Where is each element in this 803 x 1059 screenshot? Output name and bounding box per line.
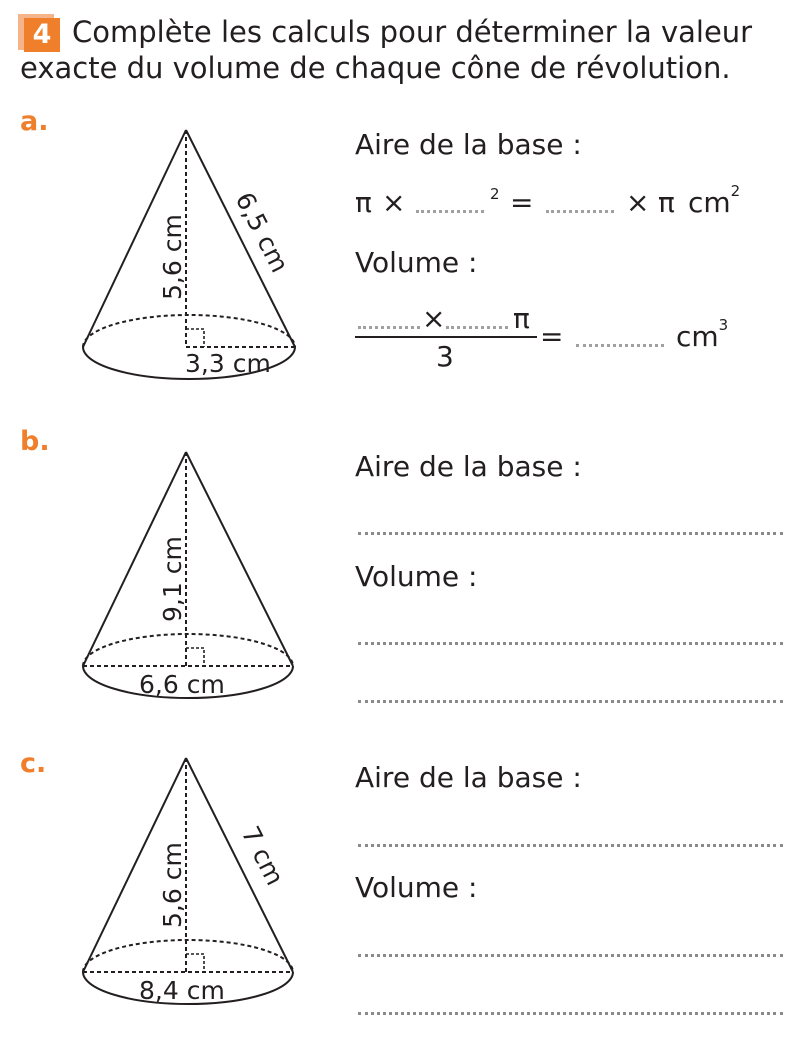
part-a-numerator-blank-2[interactable]	[446, 326, 508, 329]
part-c-aire-label: Aire de la base :	[355, 761, 582, 794]
part-a-square-exp: 2	[490, 185, 500, 203]
part-b-aire-answer-line[interactable]	[358, 532, 783, 535]
cone-c-height-label: 5,6 cm	[158, 842, 187, 928]
unit-square-exp: 2	[730, 182, 741, 200]
part-a-times-2: ×	[626, 186, 650, 219]
part-a-numerator-times: ×	[422, 302, 446, 335]
part-a-denominator: 3	[436, 340, 454, 373]
part-a-area-unit	[688, 182, 741, 219]
part-a-volume-blank[interactable]	[576, 344, 664, 347]
instruction-line-2: exacte du volume de chaque cône de révolution.	[20, 51, 731, 85]
cone-c-figure	[75, 748, 315, 1018]
part-c-volume-label: Volume :	[355, 871, 478, 904]
instruction-line-1: Complète les calculs pour déterminer la valeur	[72, 15, 753, 49]
part-a-label: a.	[20, 106, 49, 137]
part-a-pi-2: π	[658, 186, 675, 219]
unit-cm: cm	[688, 186, 731, 219]
part-a-fraction-bar	[355, 336, 537, 338]
cone-a-base-back	[83, 315, 295, 347]
part-a-times-1: ×	[382, 186, 406, 219]
part-c-volume-answer-line-2[interactable]	[358, 1012, 783, 1015]
part-a-numerator-blank-1[interactable]	[358, 326, 420, 329]
cone-a-base-label: 3,3 cm	[185, 349, 271, 378]
part-b-volume-answer-line-2[interactable]	[358, 700, 783, 703]
part-c-aire-answer-line[interactable]	[358, 844, 783, 847]
cone-c-base-back	[83, 940, 293, 972]
part-b-label: b.	[20, 426, 50, 457]
part-b-volume-label: Volume :	[355, 560, 478, 593]
cone-b-right-angle	[186, 648, 204, 666]
cone-a-figure	[75, 120, 315, 390]
part-b-volume-answer-line-1[interactable]	[358, 642, 783, 645]
part-c-volume-answer-line-1[interactable]	[358, 954, 783, 957]
unit-cm: cm	[676, 320, 719, 353]
cone-c-base-label: 8,4 cm	[139, 976, 225, 1005]
part-c-label: c.	[20, 748, 47, 779]
part-a-volume-unit	[676, 316, 729, 353]
part-b-aire-label: Aire de la base :	[355, 450, 582, 483]
cone-a-right-angle	[186, 329, 204, 347]
part-a-equals-2: =	[540, 320, 564, 353]
cone-c-right-angle	[186, 954, 204, 972]
exercise-number: 4	[24, 18, 60, 52]
part-a-radius-blank[interactable]	[416, 210, 484, 213]
cone-a-slant-label: 6,5 cm	[229, 187, 295, 278]
cone-b-base-back	[83, 634, 293, 666]
part-a-equals-1: =	[510, 186, 534, 219]
exercise-instruction	[20, 14, 790, 86]
cone-c-slant-label: 7 cm	[235, 821, 290, 890]
cone-b-base-label: 6,6 cm	[139, 670, 225, 699]
cone-b-figure	[75, 442, 315, 710]
unit-cube-exp: 3	[718, 316, 729, 334]
part-a-pi-1: π	[355, 186, 372, 219]
part-a-volume-label: Volume :	[355, 246, 478, 279]
cone-a-height-label: 5,6 cm	[158, 214, 187, 300]
part-a-numerator-pi: π	[513, 302, 530, 335]
part-a-area-blank[interactable]	[546, 210, 614, 213]
cone-b-height-label: 9,1 cm	[158, 536, 187, 622]
part-a-aire-label: Aire de la base :	[355, 128, 582, 161]
